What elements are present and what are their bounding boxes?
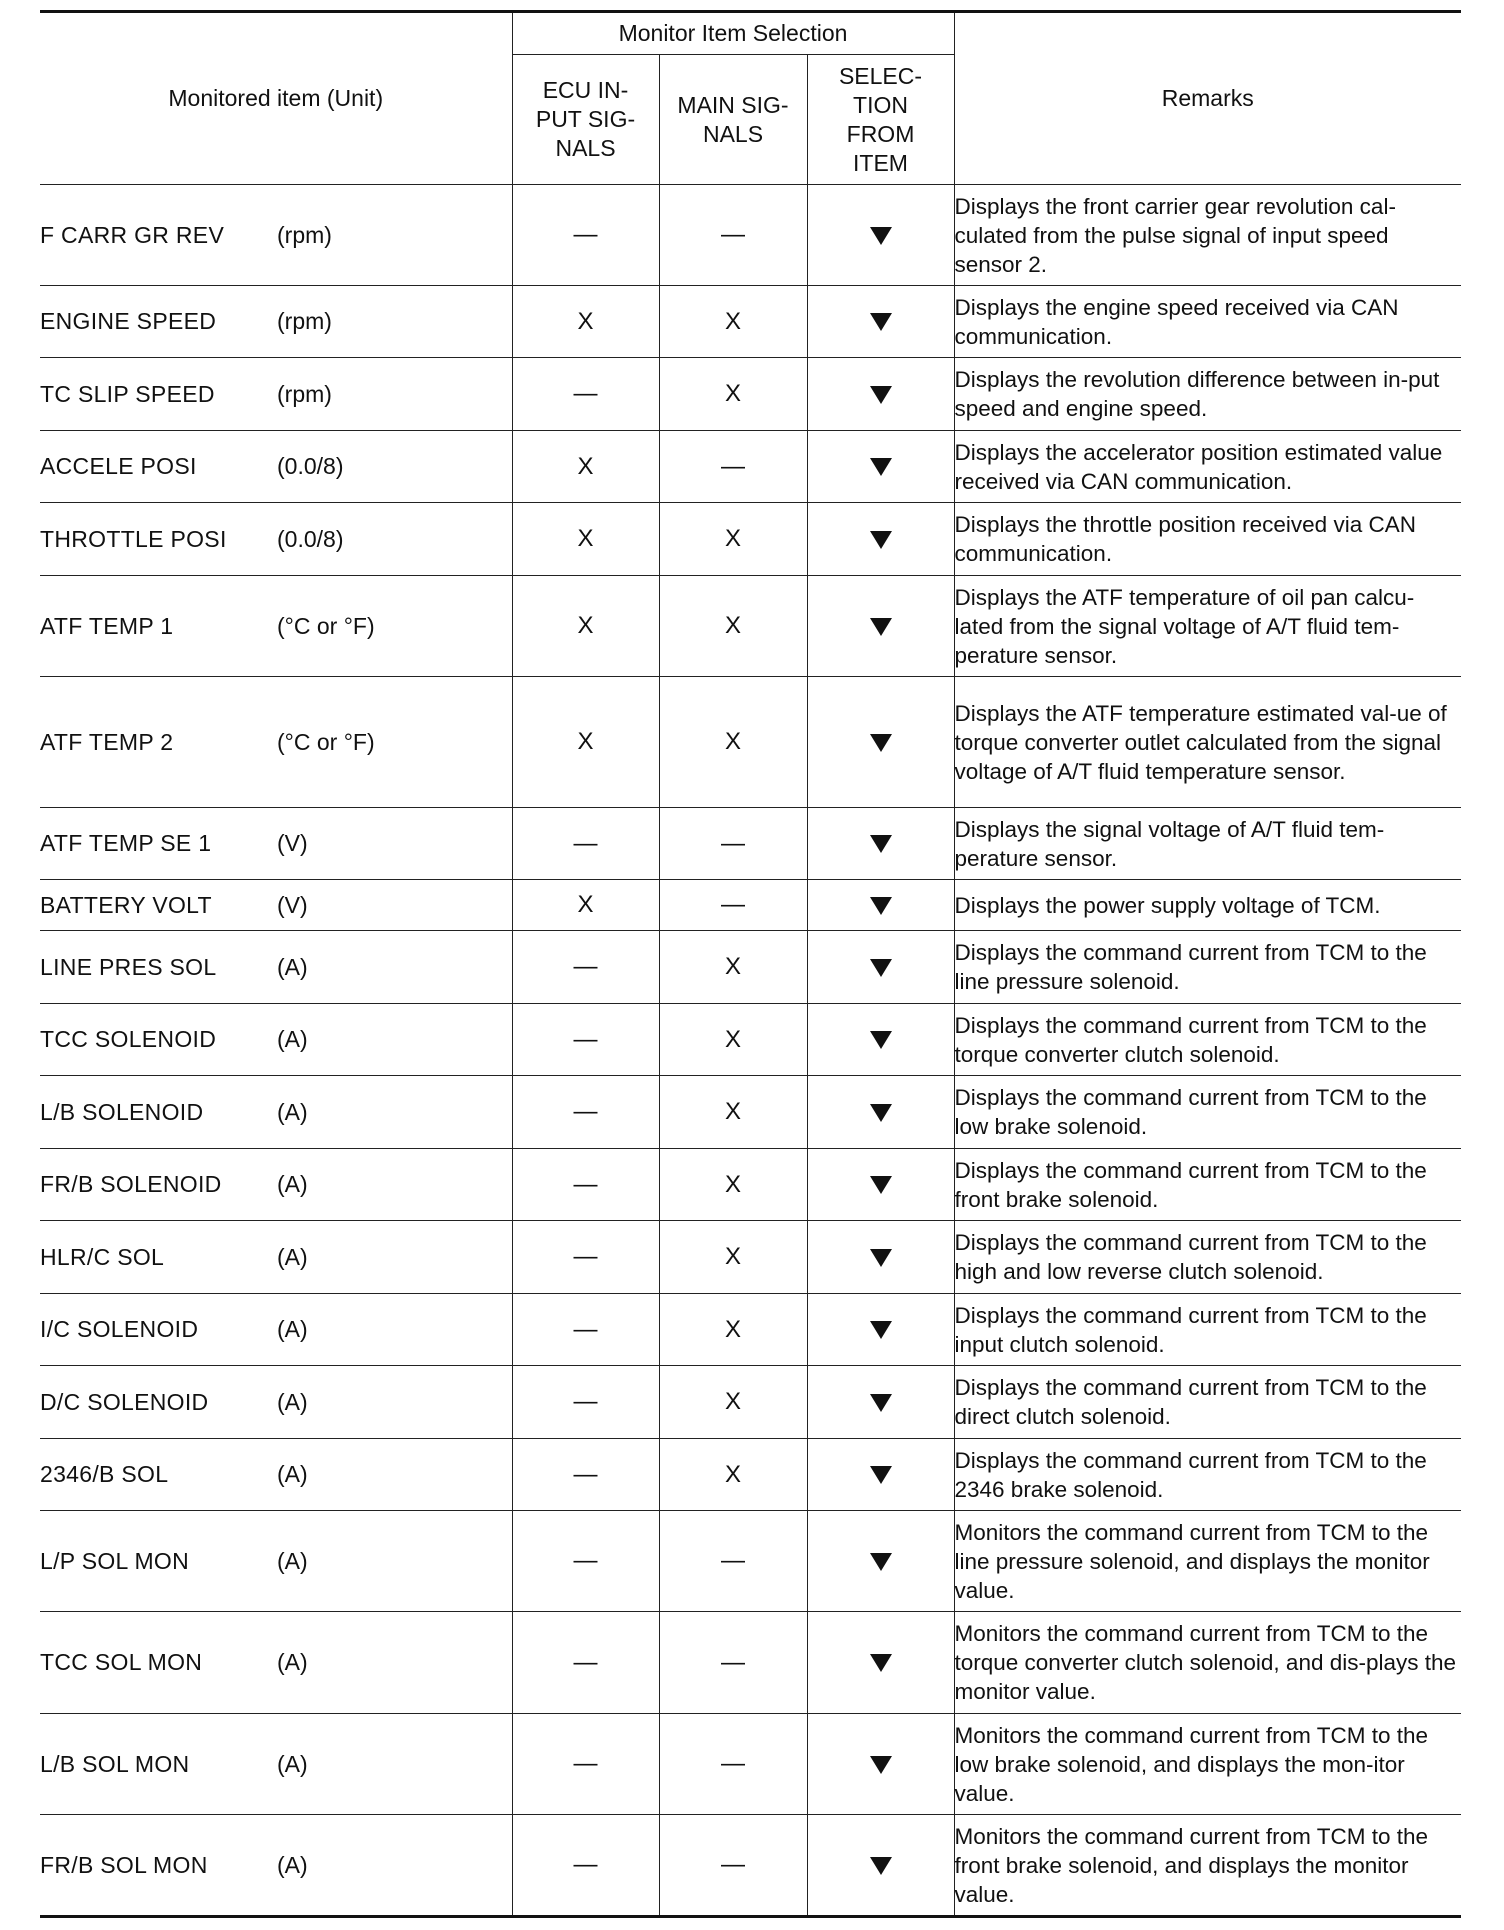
item-unit: (rpm) bbox=[277, 380, 332, 407]
monitored-item-cell bbox=[40, 1612, 512, 1714]
table-row bbox=[40, 1076, 1461, 1149]
table-row bbox=[40, 1221, 1461, 1294]
triangle-down-icon bbox=[870, 835, 892, 853]
monitored-item-cell bbox=[40, 1714, 512, 1815]
ecu-input-signals-cell: X bbox=[512, 503, 659, 576]
table-row bbox=[40, 503, 1461, 576]
remarks-cell: Displays the command current from TCM to the direct clutch solenoid. bbox=[954, 1366, 1461, 1439]
triangle-down-icon bbox=[870, 1104, 892, 1122]
ecu-input-signals-cell: — bbox=[512, 1815, 659, 1917]
monitored-item-cell bbox=[40, 880, 512, 931]
triangle-down-icon bbox=[870, 1394, 892, 1412]
selection-from-item-cell bbox=[807, 503, 954, 576]
ecu-input-signals-cell: — bbox=[512, 808, 659, 880]
remarks-cell: Displays the ATF temperature estimated val-ue of torque converter outlet calculated from the signal voltage of A/T fluid temperature sensor. bbox=[954, 677, 1461, 808]
triangle-down-icon bbox=[870, 1466, 892, 1484]
item-name: L/P SOL MON bbox=[40, 1547, 190, 1574]
monitored-item-cell bbox=[40, 185, 512, 286]
item-name: L/B SOLENOID bbox=[40, 1098, 204, 1125]
table-row bbox=[40, 286, 1461, 358]
monitored-item-cell bbox=[40, 503, 512, 576]
triangle-down-icon bbox=[870, 897, 892, 915]
monitored-item-cell bbox=[40, 1511, 512, 1612]
item-name: TC SLIP SPEED bbox=[40, 380, 215, 407]
item-unit: (A) bbox=[277, 1851, 308, 1878]
remarks-cell: Displays the revolution difference between in-put speed and engine speed. bbox=[954, 358, 1461, 431]
remarks-cell: Monitors the command current from TCM to the front brake solenoid, and displays the monitor value. bbox=[954, 1815, 1461, 1917]
remarks-cell: Displays the command current from TCM to the input clutch solenoid. bbox=[954, 1294, 1461, 1366]
item-name: ACCELE POSI bbox=[40, 453, 197, 479]
item-unit: (A) bbox=[277, 1461, 308, 1487]
selection-from-item-cell bbox=[807, 576, 954, 677]
selection-from-item-cell bbox=[807, 286, 954, 358]
item-name: THROTTLE POSI bbox=[40, 525, 227, 552]
main-signals-cell: X bbox=[659, 931, 807, 1004]
item-name: L/B SOL MON bbox=[40, 1750, 190, 1777]
table-row bbox=[40, 1149, 1461, 1221]
selection-from-item-cell bbox=[807, 880, 954, 931]
header-remarks: Remarks bbox=[954, 12, 1461, 185]
triangle-down-icon bbox=[870, 618, 892, 636]
remarks-cell: Displays the command current from TCM to the line pressure solenoid. bbox=[954, 931, 1461, 1004]
selection-from-item-cell bbox=[807, 1004, 954, 1076]
ecu-input-signals-cell: — bbox=[512, 1511, 659, 1612]
item-unit: (A) bbox=[277, 953, 308, 980]
main-signals-cell: X bbox=[659, 1076, 807, 1149]
ecu-input-signals-cell: X bbox=[512, 286, 659, 358]
main-signals-cell: X bbox=[659, 1294, 807, 1366]
item-name: 2346/B SOL bbox=[40, 1461, 169, 1487]
ecu-input-signals-cell: X bbox=[512, 880, 659, 931]
remarks-cell: Displays the signal voltage of A/T fluid tem-perature sensor. bbox=[954, 808, 1461, 880]
item-unit: (A) bbox=[277, 1098, 308, 1125]
ecu-input-signals-cell: — bbox=[512, 185, 659, 286]
selection-from-item-cell bbox=[807, 1294, 954, 1366]
main-signals-cell: — bbox=[659, 880, 807, 931]
item-name: BATTERY VOLT bbox=[40, 891, 212, 918]
ecu-input-signals-cell: — bbox=[512, 1076, 659, 1149]
item-unit: (rpm) bbox=[277, 308, 332, 334]
item-unit: (°C or °F) bbox=[277, 728, 375, 755]
monitored-item-cell bbox=[40, 1149, 512, 1221]
item-unit: (A) bbox=[277, 1547, 308, 1574]
monitored-item-cell bbox=[40, 1294, 512, 1366]
monitored-item-cell bbox=[40, 431, 512, 503]
remarks-cell: Displays the accelerator position estimated value received via CAN communication. bbox=[954, 431, 1461, 503]
item-unit: (°C or °F) bbox=[277, 612, 375, 639]
table-row bbox=[40, 1294, 1461, 1366]
monitored-item-cell bbox=[40, 1439, 512, 1511]
monitored-item-cell bbox=[40, 286, 512, 358]
remarks-cell: Displays the front carrier gear revolution cal-culated from the pulse signal of input speed sensor 2. bbox=[954, 185, 1461, 286]
item-unit: (0.0/8) bbox=[277, 525, 344, 552]
triangle-down-icon bbox=[870, 734, 892, 752]
main-signals-cell: X bbox=[659, 576, 807, 677]
triangle-down-icon bbox=[870, 1249, 892, 1267]
ecu-input-signals-cell: — bbox=[512, 931, 659, 1004]
triangle-down-icon bbox=[870, 531, 892, 549]
table-row bbox=[40, 1714, 1461, 1815]
item-name: FR/B SOLENOID bbox=[40, 1171, 222, 1197]
item-name: FR/B SOL MON bbox=[40, 1851, 208, 1878]
main-signals-cell: — bbox=[659, 1815, 807, 1917]
main-signals-cell: X bbox=[659, 1004, 807, 1076]
table-row bbox=[40, 1815, 1461, 1917]
triangle-down-icon bbox=[870, 227, 892, 245]
remarks-cell: Monitors the command current from TCM to the torque converter clutch solenoid, and dis-plays the monitor value. bbox=[954, 1612, 1461, 1714]
main-signals-cell: — bbox=[659, 1511, 807, 1612]
header-monitor-item-selection: Monitor Item Selection bbox=[512, 12, 954, 55]
table-row bbox=[40, 808, 1461, 880]
table-row bbox=[40, 880, 1461, 931]
triangle-down-icon bbox=[870, 458, 892, 476]
remarks-cell: Displays the command current from TCM to the high and low reverse clutch solenoid. bbox=[954, 1221, 1461, 1294]
header-monitored-item: Monitored item (Unit) bbox=[40, 12, 512, 185]
table-row bbox=[40, 677, 1461, 808]
monitored-item-cell bbox=[40, 576, 512, 677]
ecu-input-signals-cell: — bbox=[512, 1294, 659, 1366]
item-name: D/C SOLENOID bbox=[40, 1388, 209, 1415]
triangle-down-icon bbox=[870, 1654, 892, 1672]
table-row bbox=[40, 931, 1461, 1004]
monitored-item-cell bbox=[40, 931, 512, 1004]
item-unit: (A) bbox=[277, 1171, 308, 1197]
monitored-item-cell bbox=[40, 358, 512, 431]
table-row bbox=[40, 576, 1461, 677]
table-row bbox=[40, 431, 1461, 503]
selection-from-item-cell bbox=[807, 1149, 954, 1221]
item-name: ATF TEMP 2 bbox=[40, 728, 174, 755]
item-name: F CARR GR REV bbox=[40, 221, 225, 248]
remarks-cell: Monitors the command current from TCM to the line pressure solenoid, and displays the monitor value. bbox=[954, 1511, 1461, 1612]
triangle-down-icon bbox=[870, 1857, 892, 1875]
main-signals-cell: X bbox=[659, 1366, 807, 1439]
remarks-cell: Displays the engine speed received via CAN communication. bbox=[954, 286, 1461, 358]
item-unit: (A) bbox=[277, 1750, 308, 1777]
ecu-input-signals-cell: — bbox=[512, 1221, 659, 1294]
item-name: TCC SOLENOID bbox=[40, 1026, 217, 1052]
selection-from-item-cell bbox=[807, 358, 954, 431]
item-name: ENGINE SPEED bbox=[40, 308, 217, 334]
item-unit: (A) bbox=[277, 1388, 308, 1415]
main-signals-cell: X bbox=[659, 1149, 807, 1221]
item-name: I/C SOLENOID bbox=[40, 1316, 199, 1342]
monitored-item-cell bbox=[40, 1815, 512, 1917]
ecu-input-signals-cell: — bbox=[512, 1149, 659, 1221]
header-main-signals: MAIN SIG- NALS bbox=[659, 55, 807, 185]
monitored-item-cell bbox=[40, 1076, 512, 1149]
item-unit: (V) bbox=[277, 830, 308, 856]
table-row bbox=[40, 1004, 1461, 1076]
table-row bbox=[40, 185, 1461, 286]
ecu-input-signals-cell: — bbox=[512, 1366, 659, 1439]
item-name: ATF TEMP 1 bbox=[40, 612, 174, 639]
item-unit: (0.0/8) bbox=[277, 453, 344, 479]
item-name: LINE PRES SOL bbox=[40, 953, 217, 980]
selection-from-item-cell bbox=[807, 677, 954, 808]
header-ecu-input-signals: ECU IN- PUT SIG- NALS bbox=[512, 55, 659, 185]
monitor-item-table bbox=[40, 10, 1461, 1918]
main-signals-cell: X bbox=[659, 1439, 807, 1511]
ecu-input-signals-cell: — bbox=[512, 1439, 659, 1511]
triangle-down-icon bbox=[870, 1176, 892, 1194]
ecu-input-signals-cell: X bbox=[512, 431, 659, 503]
item-unit: (A) bbox=[277, 1026, 308, 1052]
main-signals-cell: X bbox=[659, 358, 807, 431]
monitored-item-cell bbox=[40, 677, 512, 808]
ecu-input-signals-cell: — bbox=[512, 1612, 659, 1714]
selection-from-item-cell bbox=[807, 1076, 954, 1149]
triangle-down-icon bbox=[870, 1031, 892, 1049]
monitored-item-cell bbox=[40, 1004, 512, 1076]
item-name: TCC SOL MON bbox=[40, 1649, 203, 1675]
monitored-item-cell bbox=[40, 1221, 512, 1294]
item-unit: (V) bbox=[277, 891, 308, 918]
triangle-down-icon bbox=[870, 313, 892, 331]
main-signals-cell: — bbox=[659, 185, 807, 286]
main-signals-cell: — bbox=[659, 808, 807, 880]
main-signals-cell: X bbox=[659, 1221, 807, 1294]
header-selection-from-item: SELEC- TION FROM ITEM bbox=[807, 55, 954, 185]
ecu-input-signals-cell: — bbox=[512, 1004, 659, 1076]
table-row bbox=[40, 1511, 1461, 1612]
main-signals-cell: X bbox=[659, 677, 807, 808]
table-row bbox=[40, 1439, 1461, 1511]
selection-from-item-cell bbox=[807, 431, 954, 503]
triangle-down-icon bbox=[870, 1321, 892, 1339]
table-row bbox=[40, 1612, 1461, 1714]
triangle-down-icon bbox=[870, 959, 892, 977]
item-unit: (A) bbox=[277, 1243, 308, 1270]
main-signals-cell: — bbox=[659, 1612, 807, 1714]
remarks-cell: Displays the command current from TCM to the low brake solenoid. bbox=[954, 1076, 1461, 1149]
selection-from-item-cell bbox=[807, 1439, 954, 1511]
selection-from-item-cell bbox=[807, 1612, 954, 1714]
item-unit: (A) bbox=[277, 1649, 308, 1675]
triangle-down-icon bbox=[870, 1756, 892, 1774]
triangle-down-icon bbox=[870, 1553, 892, 1571]
item-name: ATF TEMP SE 1 bbox=[40, 830, 212, 856]
main-signals-cell: — bbox=[659, 1714, 807, 1815]
ecu-input-signals-cell: X bbox=[512, 576, 659, 677]
selection-from-item-cell bbox=[807, 931, 954, 1004]
selection-from-item-cell bbox=[807, 1815, 954, 1917]
remarks-cell: Monitors the command current from TCM to the low brake solenoid, and displays the mon-itor value. bbox=[954, 1714, 1461, 1815]
main-signals-cell: X bbox=[659, 286, 807, 358]
triangle-down-icon bbox=[870, 386, 892, 404]
monitored-item-cell bbox=[40, 1366, 512, 1439]
ecu-input-signals-cell: — bbox=[512, 358, 659, 431]
selection-from-item-cell bbox=[807, 1221, 954, 1294]
item-name: HLR/C SOL bbox=[40, 1243, 165, 1270]
remarks-cell: Displays the command current from TCM to the front brake solenoid. bbox=[954, 1149, 1461, 1221]
remarks-cell: Displays the throttle position received via CAN communication. bbox=[954, 503, 1461, 576]
table-row bbox=[40, 1366, 1461, 1439]
remarks-cell: Displays the command current from TCM to the torque converter clutch solenoid. bbox=[954, 1004, 1461, 1076]
selection-from-item-cell bbox=[807, 808, 954, 880]
selection-from-item-cell bbox=[807, 185, 954, 286]
selection-from-item-cell bbox=[807, 1366, 954, 1439]
remarks-cell: Displays the power supply voltage of TCM. bbox=[954, 880, 1461, 931]
selection-from-item-cell bbox=[807, 1511, 954, 1612]
table-row bbox=[40, 358, 1461, 431]
remarks-cell: Displays the ATF temperature of oil pan calcu-lated from the signal voltage of A/T fluid tem-perature sensor. bbox=[954, 576, 1461, 677]
main-signals-cell: — bbox=[659, 431, 807, 503]
ecu-input-signals-cell: — bbox=[512, 1714, 659, 1815]
monitored-item-cell bbox=[40, 808, 512, 880]
selection-from-item-cell bbox=[807, 1714, 954, 1815]
ecu-input-signals-cell: X bbox=[512, 677, 659, 808]
item-unit: (A) bbox=[277, 1316, 308, 1342]
item-unit: (rpm) bbox=[277, 221, 332, 248]
main-signals-cell: X bbox=[659, 503, 807, 576]
remarks-cell: Displays the command current from TCM to the 2346 brake solenoid. bbox=[954, 1439, 1461, 1511]
